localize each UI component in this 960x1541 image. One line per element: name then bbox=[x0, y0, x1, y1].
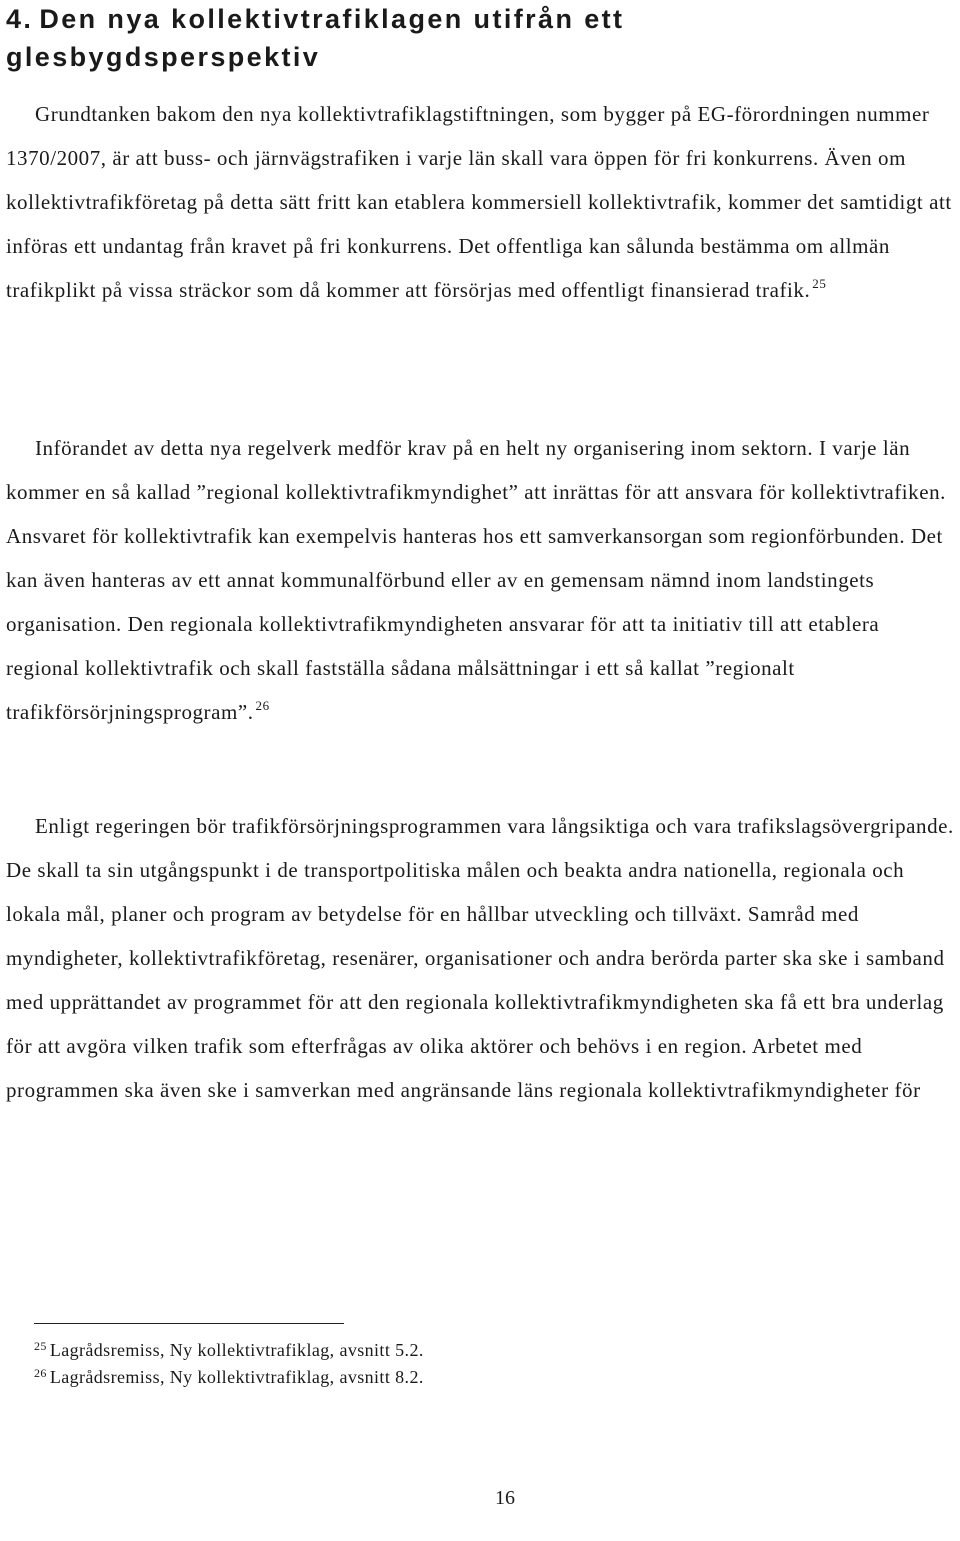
footnote bbox=[34, 1339, 424, 1361]
section-title: Den nya kollektivtrafiklagen utifrån ett glesbygdsperspektiv bbox=[6, 4, 625, 72]
footnote-divider bbox=[34, 1323, 344, 1324]
section-number: 4. bbox=[6, 4, 34, 34]
paragraph bbox=[6, 804, 956, 1112]
footnote-reference[interactable]: 25 bbox=[812, 276, 827, 291]
paragraph-text: Grundtanken bakom den nya kollektivtrafiklagstiftningen, som bygger på EG-förordningen nummer 1370/2007, är att buss- och järnvägstrafiken i varje län skall vara öppen för fri konkurrens. Även om kollektivtrafikföretag på detta sätt fritt kan etablera kommersiell kollektivtrafik, kommer det samtidigt att införas ett undantag från kravet på fri konkurrens. Det offentliga kan sålunda bestämma om allmän trafikplikt på vissa sträckor som då kommer att försörjas med offentligt finansierad trafik. bbox=[6, 102, 952, 302]
paragraph-text: Enligt regeringen bör trafikförsörjningsprogrammen vara långsiktiga och vara trafikslagsövergripande. De skall ta sin utgångspunkt i de transportpolitiska målen och beakta andra nationella, regionala och lokala mål, planer och program av betydelse för en hållbar utveckling och tillväxt. Samråd med myndigheter, kollektivtrafikföretag, resenärer, organisationer och andra berörda parter ska ske i samband med upprättandet av programmet för att den regionala kollektivtrafikmyndigheten ska få ett bra underlag för att avgöra vilken trafik som efterfrågas av olika aktörer och behövs i en region. Arbetet med programmen ska även ske i samverkan med angränsande läns regionala kollektivtrafikmyndigheter för bbox=[6, 814, 954, 1102]
page-number: 16 bbox=[495, 1487, 515, 1509]
paragraph-text: Införandet av detta nya regelverk medför krav på en helt ny organisering inom sektorn. I varje län kommer en så kallad ”regional kollektivtrafikmyndighet” att inrättas för att ansvara för kollektivtrafiken. Ansvaret för kollektivtrafik kan exempelvis hanteras hos ett samverkansorgan som regionförbunden. Det kan även hanteras av ett annat kommunalförbund eller av en gemensam nämnd inom landstingets organisation. Den regionala kollektivtrafikmyndigheten ansvarar för att ta initiativ till att etablera regional kollektivtrafik och skall fastställa sådana målsättningar i ett så kallat ”regionalt trafikförsörjningsprogram”. bbox=[6, 436, 946, 724]
footnote-reference[interactable]: 26 bbox=[255, 698, 270, 713]
footnote-number: 25 bbox=[34, 1339, 47, 1353]
footnote-text: Lagrådsremiss, Ny kollektivtrafiklag, avsnitt 5.2. bbox=[49, 1340, 424, 1360]
footnote bbox=[34, 1366, 424, 1388]
footnote-text: Lagrådsremiss, Ny kollektivtrafiklag, avsnitt 8.2. bbox=[49, 1367, 424, 1387]
paragraph bbox=[6, 426, 956, 734]
paragraph bbox=[6, 92, 956, 312]
section-heading bbox=[6, 0, 906, 76]
footnote-number: 26 bbox=[34, 1366, 47, 1380]
